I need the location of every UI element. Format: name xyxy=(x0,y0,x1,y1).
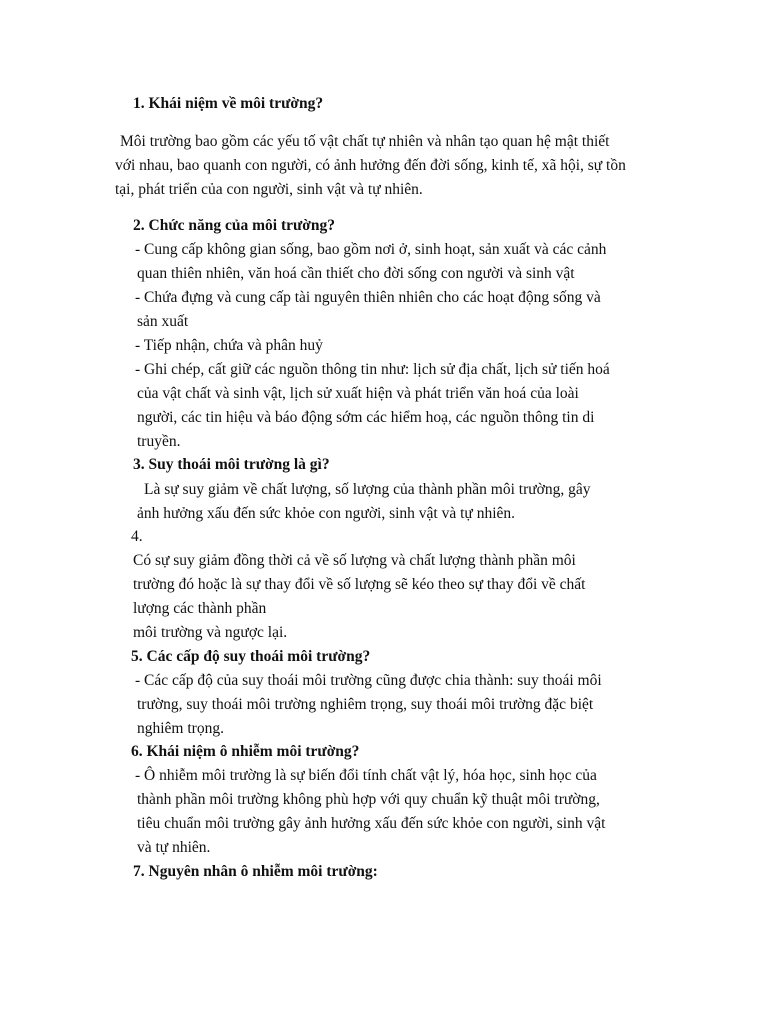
paragraph-line: Môi trường bao gồm các yếu tố vật chất tự nhiên và nhân tạo quan hệ mật thiết xyxy=(120,133,610,150)
list-item-line: truyền. xyxy=(137,433,181,450)
list-item-line: - Ghi chép, cất giữ các nguồn thông tin như: lịch sử địa chất, lịch sử tiến hoá xyxy=(135,361,610,378)
list-item-line: nghiêm trọng. xyxy=(137,720,224,737)
heading-5: 5. Các cấp độ suy thoái môi trường? xyxy=(131,648,371,665)
list-item-line: - Ô nhiễm môi trường là sự biến đổi tính chất vật lý, hóa học, sinh học của xyxy=(135,767,597,784)
list-item-line: tiêu chuẩn môi trường gây ảnh hưởng xấu đến sức khỏe con người, sinh vật xyxy=(137,815,606,832)
list-item-line: người, các tin hiệu và báo động sớm các hiểm hoạ, các nguồn thông tin di xyxy=(137,409,595,426)
heading-4-number: 4. xyxy=(131,528,143,545)
paragraph-line: lượng các thành phần xyxy=(133,600,267,617)
list-item-line: và tự nhiên. xyxy=(137,839,211,856)
list-item-line: sản xuất xyxy=(137,313,189,330)
list-item-line: của vật chất và sinh vật, lịch sử xuất hiện và phát triển văn hoá của loài xyxy=(137,385,579,402)
list-item-line: - Tiếp nhận, chứa và phân huỷ xyxy=(135,337,323,354)
paragraph-line: môi trường và ngược lại. xyxy=(133,624,288,641)
list-item-line: quan thiên nhiên, văn hoá cần thiết cho đời sống con người và sinh vật xyxy=(137,265,575,282)
paragraph-line: ảnh hưởng xấu đến sức khỏe con người, sinh vật và tự nhiên. xyxy=(137,505,516,522)
paragraph-line: với nhau, bao quanh con người, có ảnh hưởng đến đời sống, kinh tế, xã hội, sự tồn xyxy=(115,157,626,174)
paragraph-line: Có sự suy giảm đồng thời cả về số lượng và chất lượng thành phần môi xyxy=(133,552,576,569)
heading-1: 1. Khái niệm về môi trường? xyxy=(133,95,324,112)
list-item-line: thành phần môi trường không phù hợp với quy chuẩn kỹ thuật môi trường, xyxy=(137,791,600,808)
list-item-line: trường, suy thoái môi trường nghiêm trọng, suy thoái môi trường đặc biệt xyxy=(137,696,594,713)
heading-3: 3. Suy thoái môi trường là gì? xyxy=(133,456,330,473)
paragraph-line: Là sự suy giảm về chất lượng, số lượng của thành phần môi trường, gây xyxy=(144,481,591,498)
paragraph-line: trường đó hoặc là sự thay đổi về số lượng sẽ kéo theo sự thay đổi về chất xyxy=(133,576,586,593)
heading-6: 6. Khái niệm ô nhiễm môi trường? xyxy=(131,743,360,760)
list-item-line: - Cung cấp không gian sống, bao gồm nơi ở, sinh hoạt, sản xuất và các cảnh xyxy=(135,241,607,258)
list-item-line: - Các cấp độ của suy thoái môi trường cũng được chia thành: suy thoái môi xyxy=(135,672,602,689)
paragraph-line: tại, phát triển của con người, sinh vật và tự nhiên. xyxy=(115,181,423,198)
heading-2: 2. Chức năng của môi trường? xyxy=(133,217,335,234)
heading-7: 7. Nguyên nhân ô nhiễm môi trường: xyxy=(133,863,378,880)
list-item-line: - Chứa đựng và cung cấp tài nguyên thiên nhiên cho các hoạt động sống và xyxy=(135,289,601,306)
